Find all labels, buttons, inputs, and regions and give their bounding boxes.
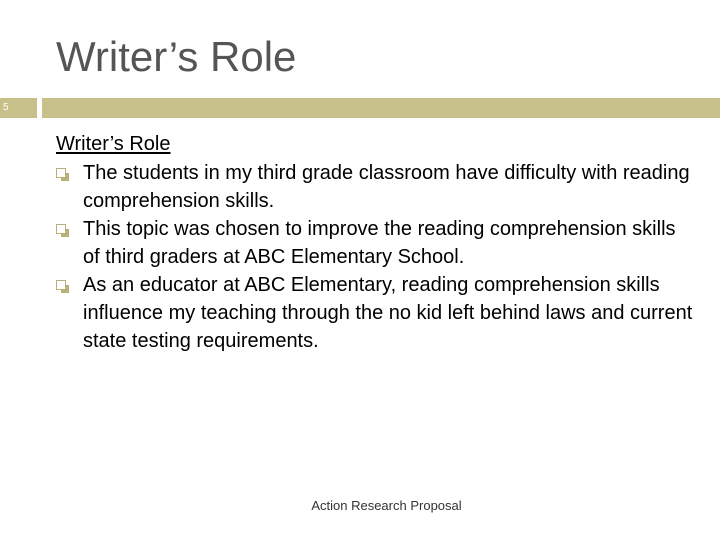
- content-heading: Writer’s Role: [56, 133, 171, 155]
- bullet-list: [56, 159, 696, 355]
- bullet-text: The students in my third grade classroom have difficulty with reading comprehension skills.: [83, 162, 690, 212]
- slide-title: Writer’s Role: [56, 33, 297, 80]
- slide-number: 5: [3, 102, 9, 113]
- bullet-item: [56, 271, 696, 355]
- bullet-item: [56, 159, 696, 215]
- hollow-square-bullet-icon: [56, 168, 66, 178]
- bullet-text: As an educator at ABC Elementary, reading comprehension skills influence my teaching through the no kid left behind laws and current state testing requirements.: [83, 274, 693, 352]
- hollow-square-bullet-icon: [56, 224, 66, 234]
- accent-bar: [42, 98, 720, 118]
- slide-content: [56, 130, 696, 355]
- bullet-text: This topic was chosen to improve the reading comprehension skills of third graders at ABC Elementary School.: [83, 218, 676, 268]
- footer-text: Action Research Proposal: [311, 498, 462, 513]
- bullet-item: [56, 215, 696, 271]
- hollow-square-bullet-icon: [56, 280, 66, 290]
